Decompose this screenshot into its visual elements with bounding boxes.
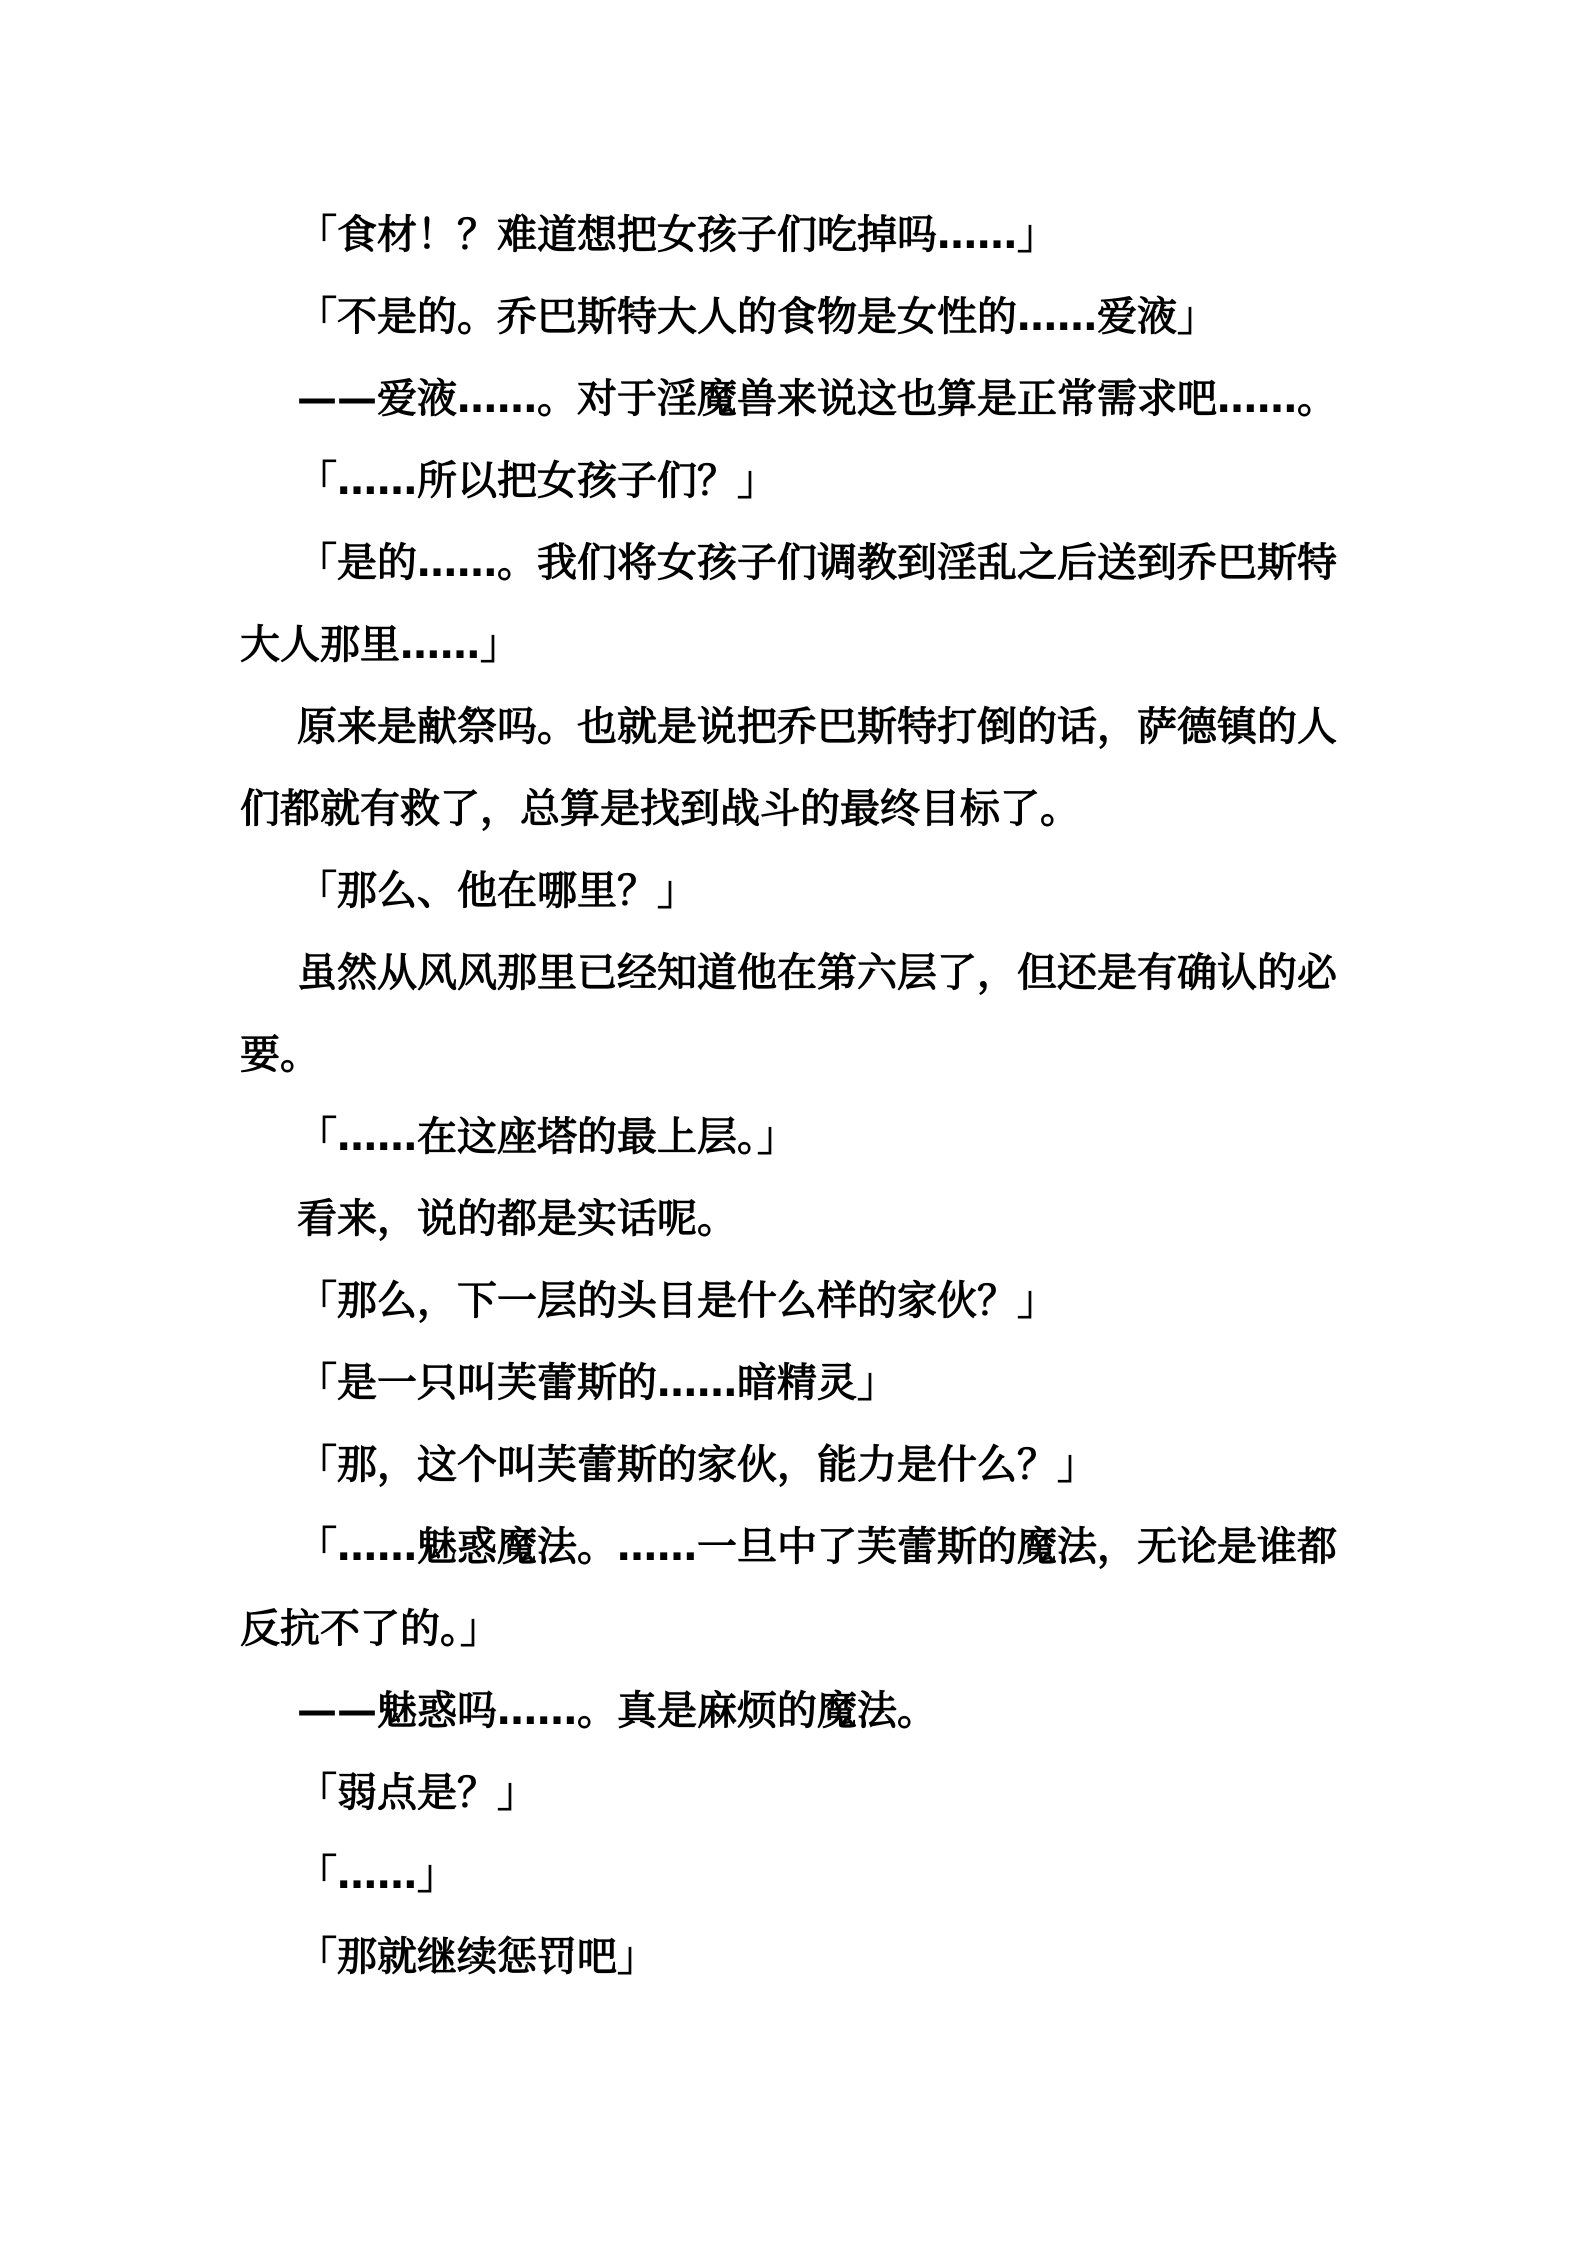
paragraph-7: 「那么、他在哪里？」 [297,868,697,914]
paragraph-16: 「弱点是？」 [297,1770,537,1816]
paragraph-8: 虽然从风风那里已经知道他在第六层了，但还是有确认的必要。 [240,950,1337,1078]
paragraph-12: 「是一只叫芙蕾斯的……暗精灵」 [297,1360,897,1406]
paragraph-18: 「那就继续惩罚吧」 [297,1934,657,1980]
paragraph-3: ——爱液……。对于淫魔兽来说这也算是正常需求吧……。 [297,376,1337,422]
paragraph-11: 「那么，下一层的头目是什么样的家伙？」 [297,1278,1057,1324]
paragraph-2: 「不是的。乔巴斯特大人的食物是女性的……爱液」 [297,294,1217,340]
paragraph-10: 看来，说的都是实话呢。 [297,1196,737,1242]
paragraph-13: 「那，这个叫芙蕾斯的家伙，能力是什么？」 [297,1442,1097,1488]
paragraph-5: 「是的……。我们将女孩子们调教到淫乱之后送到乔巴斯特大人那里……」 [240,540,1337,668]
paragraph-14: 「……魅惑魔法。……一旦中了芙蕾斯的魔法，无论是谁都反抗不了的。」 [240,1524,1337,1652]
paragraph-9: 「……在这座塔的最上层。」 [297,1114,797,1160]
paragraph-6: 原来是献祭吗。也就是说把乔巴斯特打倒的话，萨德镇的人们都就有救了，总算是找到战斗的最终目标了。 [240,704,1337,832]
paragraph-15: ——魅惑吗……。真是麻烦的魔法。 [297,1688,937,1734]
novel-text-body [240,194,1365,1998]
paragraph-1: 「食材！？难道想把女孩子们吃掉吗……」 [297,212,1057,258]
paragraph-17: 「……」 [297,1852,457,1898]
paragraph-4: 「……所以把女孩子们？」 [297,458,777,504]
